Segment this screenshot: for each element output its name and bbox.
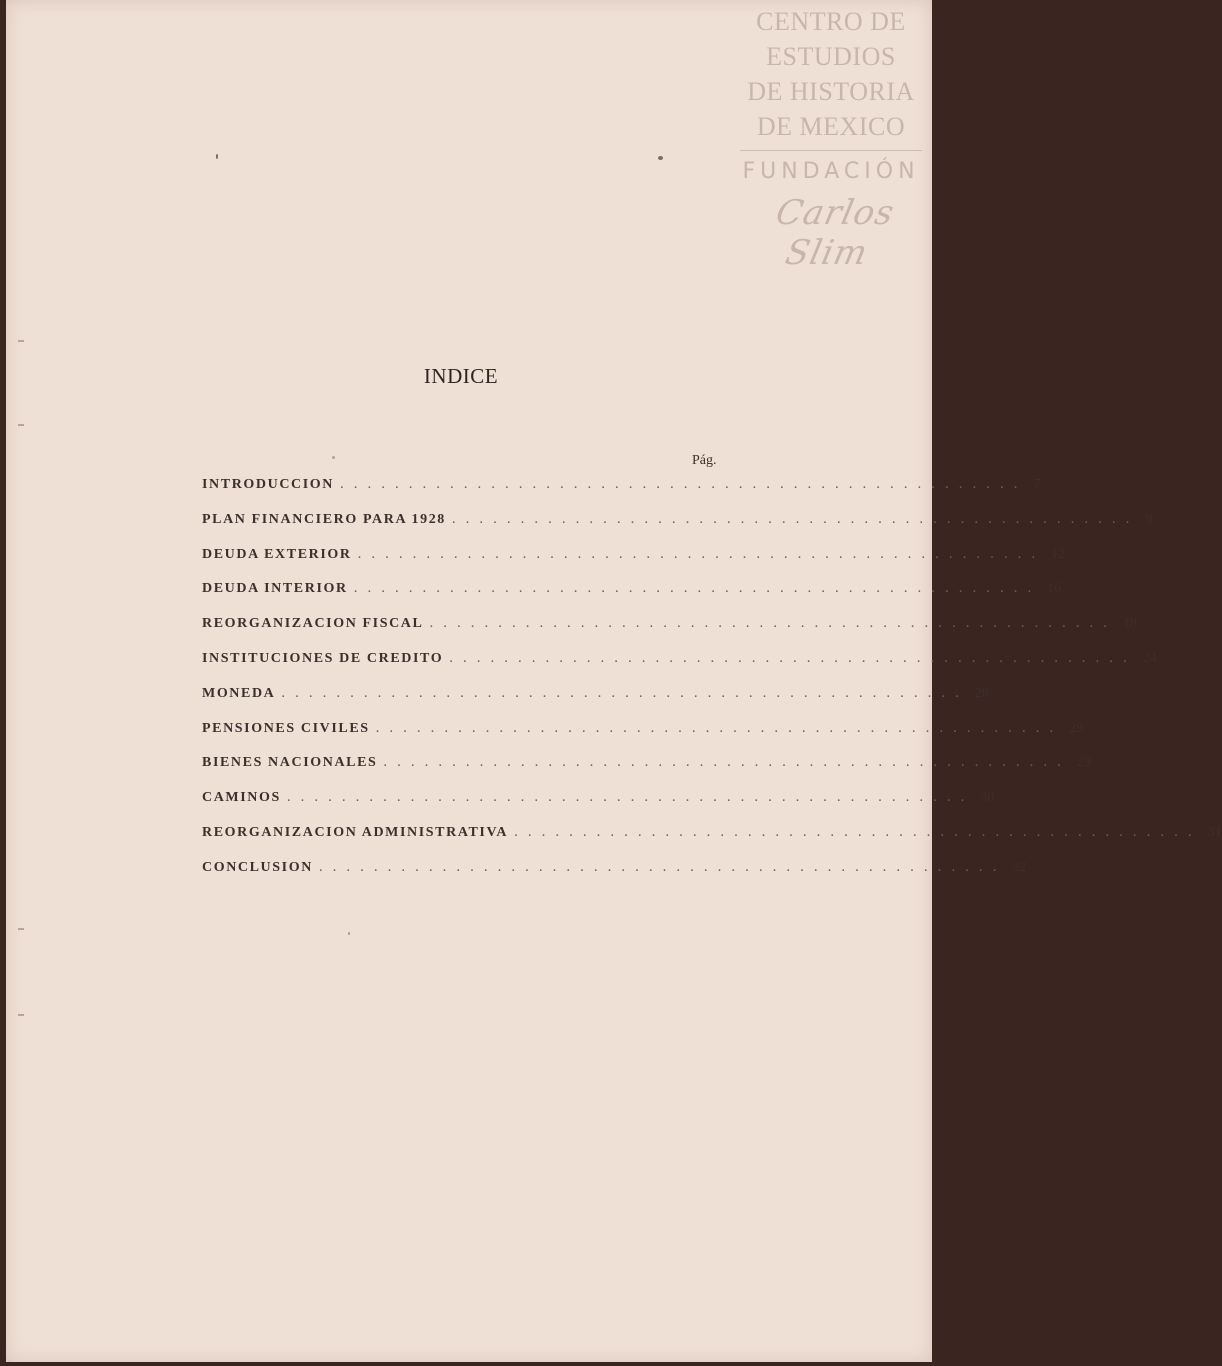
toc-entry-label: CONCLUSION xyxy=(202,859,313,875)
toc-entry-label: PLAN FINANCIERO PARA 1928 xyxy=(202,511,446,527)
toc-entry-page: 7 xyxy=(1033,477,1041,492)
toc-entry xyxy=(202,476,1041,511)
document-page xyxy=(6,0,1222,1362)
watermark-line-1: CENTRO DE xyxy=(756,7,906,36)
watermark-line-4: DE MEXICO xyxy=(756,112,906,141)
toc-entry-page: 12 xyxy=(1051,546,1066,562)
toc-entry-page: 29 xyxy=(1076,755,1091,771)
staple-mark xyxy=(18,424,24,426)
page-column-header: Pág. xyxy=(692,453,717,468)
toc-entry-page: 29 xyxy=(1069,720,1084,736)
toc-leader-dots: .................................................. xyxy=(451,510,1140,527)
archive-watermark xyxy=(736,4,926,273)
toc-leader-dots: .................................................. xyxy=(429,615,1117,632)
toc-entry-page: 9 xyxy=(1145,511,1153,527)
toc-entry-page: 24 xyxy=(1142,650,1157,666)
toc-entry-label: DEUDA INTERIOR xyxy=(202,581,348,597)
watermark-signature: Carlos Slim xyxy=(772,193,899,273)
paper-speck xyxy=(332,456,335,459)
toc-entry xyxy=(202,823,1222,859)
toc-entry xyxy=(202,858,1027,894)
staple-mark xyxy=(18,1014,24,1016)
toc-entry-label: REORGANIZACION ADMINISTRATIVA xyxy=(202,824,509,840)
watermark-divider xyxy=(740,150,922,151)
toc-entry xyxy=(202,545,1066,581)
watermark-line-3: DE HISTORIA xyxy=(747,77,915,106)
toc-entry xyxy=(202,649,1157,685)
toc-entry-page: 16 xyxy=(1047,581,1062,597)
paper-speck xyxy=(658,156,663,160)
toc-entry-page: 28 xyxy=(974,685,989,701)
toc-entry-label: INTRODUCCION xyxy=(202,477,334,492)
toc-entry xyxy=(202,684,989,720)
toc-leader-dots: .................................................. xyxy=(357,545,1046,562)
toc-entry-page: 18 xyxy=(1122,616,1137,632)
toc-entry-page: 32 xyxy=(1012,859,1027,875)
toc-leader-dots: .................................................. xyxy=(383,754,1071,771)
watermark-line-2: ESTUDIOS xyxy=(766,42,896,71)
staple-mark xyxy=(18,928,24,930)
toc-entry xyxy=(202,719,1084,755)
toc-entry-label: BIENES NACIONALES xyxy=(202,755,378,771)
toc-entry xyxy=(202,754,1091,789)
toc-leader-dots: .................................................. xyxy=(514,823,1202,840)
toc-entry-page: 31 xyxy=(1207,824,1222,840)
toc-entry-page: 30 xyxy=(980,790,995,806)
toc-leader-dots: .................................................. xyxy=(449,649,1137,666)
toc-leader-dots: .................................................. xyxy=(318,858,1007,875)
toc-entry xyxy=(202,510,1153,546)
toc-entry xyxy=(202,789,995,824)
paper-speck xyxy=(216,154,218,159)
paper-speck xyxy=(348,932,350,935)
toc-entry-label: MONEDA xyxy=(202,685,276,701)
toc-entry-label: PENSIONES CIVILES xyxy=(202,720,370,736)
toc-entry-label: INSTITUCIONES DE CREDITO xyxy=(202,650,444,666)
toc-entry xyxy=(202,580,1062,615)
toc-leader-dots: .................................................. xyxy=(340,476,1028,492)
page-title: INDICE xyxy=(423,364,499,388)
toc-entry-label: DEUDA EXTERIOR xyxy=(202,546,352,562)
toc-leader-dots: .................................................. xyxy=(375,719,1064,736)
toc-leader-dots: .................................................. xyxy=(286,789,975,806)
watermark-foundation: FUNDACIÓN xyxy=(742,159,920,184)
toc-entry-label: CAMINOS xyxy=(202,790,281,806)
table-of-contents xyxy=(202,476,1222,894)
toc-leader-dots: .................................................. xyxy=(281,684,969,701)
staple-mark xyxy=(18,340,24,342)
toc-entry-label: REORGANIZACION FISCAL xyxy=(202,616,424,632)
toc-entry xyxy=(202,615,1137,650)
toc-leader-dots: .................................................. xyxy=(353,580,1042,597)
